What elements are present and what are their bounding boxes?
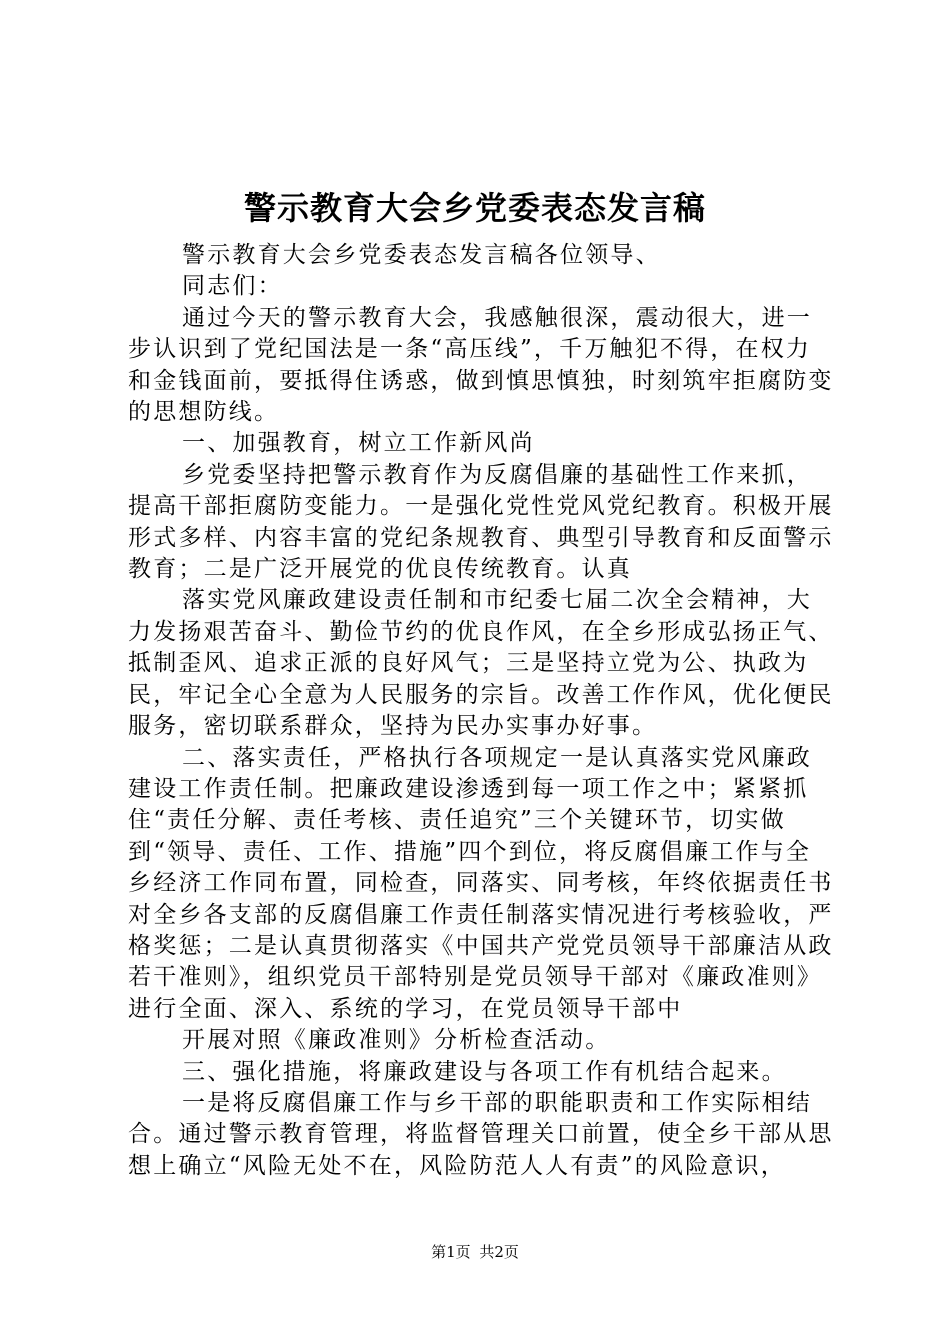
paragraph-intro: 通过今天的警示教育大会，我感触很深，震动很大，进一步认识到了党纪国法是一条“高压线”，千万触犯不得，在权力和金钱面前，要抵得住诱惑，做到慎思慎独，时刻筑牢拒腐防变的思想防线。 [128,304,834,426]
page-footer [0,1240,950,1264]
paragraph-education: 乡党委坚持把警示教育作为反腐倡廉的基础性工作来抓，提高干部拒腐防变能力。一是强化党性党风党纪教育。积极开展形式多样、内容丰富的党纪条规教育、典型引导教育和反面警示教育；二是广泛开展党的优良传统教育。认真 [128,461,834,583]
document-title: 警示教育大会乡党委表态发言稿 [243,189,706,227]
section-heading-1: 一、加强教育，树立工作新风尚 [182,430,535,457]
paragraph-measures: 一是将反腐倡廉工作与乡干部的职能职责和工作实际相结合。通过警示教育管理，将监督管理关口前置，使全乡干部从思想上确立“风险无处不在，风险防范人人有责”的风险意识， [128,1089,834,1179]
paragraph-greeting: 同志们： [182,273,283,300]
page-number-current: 第1页 [431,1243,471,1261]
paragraph-salutation: 警示教育大会乡党委表态发言稿各位领导、 [182,242,661,268]
section-heading-2-paragraph: 二、落实责任，严格执行各项规定一是认真落实党风廉政建设工作责任制。把廉政建设渗透到每一项工作之中；紧紧抓住“责任分解、责任考核、责任追究”三个关键环节，切实做到“领导、责任、工作、措施”四个到位，将反腐倡廉工作与全乡经济工作同布置，同检查，同落实、同考核，年终依据责任书对全乡各支部的反腐倡廉工作责任制落实情况进行考核验收，严格奖惩；二是认真贯彻落实《中国共产党党员领导干部廉洁从政若干准则》，组织党员干部特别是党员领导干部对《廉政准则》进行全面、深入、系统的学习，在党员领导干部中 [128,744,834,1022]
section-heading-3: 三、强化措施，将廉政建设与各项工作有机结合起来。 [182,1058,787,1085]
document-body [128,240,834,1182]
page-number-total: 共2页 [479,1243,519,1261]
paragraph-check-activity: 开展对照《廉政准则》分析检查活动。 [182,1027,611,1054]
paragraph-implementation: 落实党风廉政建设责任制和市纪委七届二次全会精神，大力发扬艰苦奋斗、勤俭节约的优良作风，在全乡形成弘扬正气、抵制歪风、追求正派的良好风气；三是坚持立党为公、执政为民，牢记全心全意为人民服务的宗旨。改善工作作风，优化便民服务，密切联系群众，坚持为民办实事办好事。 [128,587,834,740]
